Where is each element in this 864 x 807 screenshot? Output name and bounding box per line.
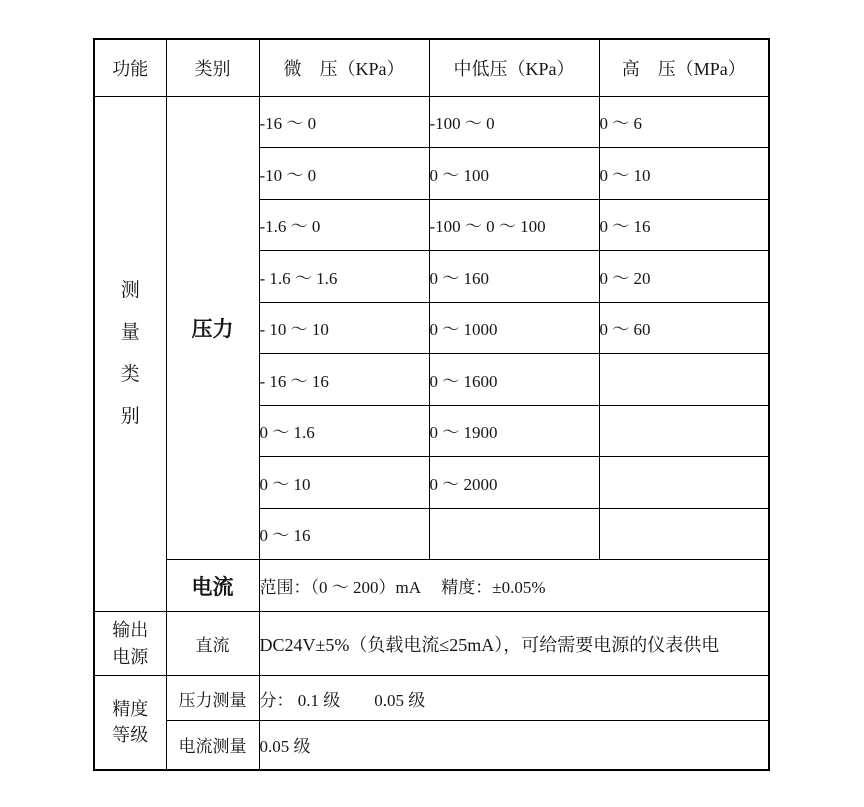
category-cell-current-measure: 电流测量 (166, 721, 259, 770)
range-cell-mid: 0 ～ 1600 (429, 354, 599, 406)
range-cell-mid: -100 ～ 0 ～ 100 (429, 199, 599, 251)
range-cell-mid: 0 ～ 1000 (429, 302, 599, 354)
range-cell-micro: 0 ～ 1.6 (259, 405, 429, 457)
range-cell-mid: 0 ～ 100 (429, 148, 599, 200)
range-cell-high: 0 ～ 20 (599, 251, 769, 303)
vertical-label-char: 类 (120, 364, 140, 386)
header-cell-function: 功能 (94, 39, 166, 96)
category-cell-pressure: 压力 (166, 96, 259, 560)
output-power-spec-cell: DC24V±5%（负载电流≤25mA），可给需要电源的仪表供电 (259, 612, 769, 676)
header-cell-category: 类别 (166, 39, 259, 96)
range-cell-micro: -16 ～ 0 (259, 96, 429, 148)
category-cell-current: 电流 (166, 560, 259, 612)
accuracy-pressure-value-cell: 分： 0.1 级 0.05 级 (259, 676, 769, 721)
accuracy-current-value-cell: 0.05 级 (259, 721, 769, 770)
output-power-row (94, 612, 769, 676)
range-cell-high: 0 ～ 60 (599, 302, 769, 354)
output-power-label-line: 输出 (112, 620, 149, 641)
group-cell-output-power (94, 612, 166, 676)
range-cell-micro: -10 ～ 0 (259, 148, 429, 200)
range-cell-micro: -1.6 ～ 0 (259, 199, 429, 251)
group-cell-accuracy (94, 676, 166, 770)
range-cell-high (599, 508, 769, 560)
pressure-row (94, 96, 769, 148)
range-cell-high (599, 354, 769, 406)
range-cell-micro: - 1.6 ～ 1.6 (259, 251, 429, 303)
current-row (94, 560, 769, 612)
range-cell-high: 0 ～ 10 (599, 148, 769, 200)
accuracy-pressure-row (94, 676, 769, 721)
category-cell-dc: 直流 (166, 612, 259, 676)
range-cell-micro: - 16 ～ 16 (259, 354, 429, 406)
range-cell-micro: 0 ～ 10 (259, 457, 429, 509)
range-cell-high: 0 ～ 16 (599, 199, 769, 251)
range-cell-micro: 0 ～ 16 (259, 508, 429, 560)
accuracy-current-row (94, 721, 769, 770)
accuracy-label-line: 精度 (112, 699, 149, 720)
measurement-category-vertical-label (95, 281, 166, 426)
category-cell-pressure-measure: 压力测量 (166, 676, 259, 721)
header-cell-mid-low-pressure: 中低压（KPa） (429, 39, 599, 96)
accuracy-label (95, 696, 166, 748)
spec-table (93, 38, 770, 771)
range-cell-mid: 0 ～ 160 (429, 251, 599, 303)
current-spec-cell: 范围：（0 ～ 200）mA 精度：±0.05% (259, 560, 769, 612)
group-cell-measurement-category (94, 96, 166, 612)
range-cell-mid: -100 ～ 0 (429, 96, 599, 148)
header-row (94, 39, 769, 96)
vertical-label-char: 测 (120, 280, 140, 302)
vertical-label-char: 量 (120, 322, 140, 344)
header-cell-micro-pressure: 微 压（KPa） (259, 39, 429, 96)
header-cell-high-pressure: 高 压（MPa） (599, 39, 769, 96)
output-power-label (95, 617, 166, 669)
range-cell-mid: 0 ～ 2000 (429, 457, 599, 509)
range-cell-high: 0 ～ 6 (599, 96, 769, 148)
accuracy-label-line: 等级 (112, 725, 149, 746)
vertical-label-char: 别 (120, 406, 140, 428)
range-cell-micro: - 10 ～ 10 (259, 302, 429, 354)
range-cell-mid: 0 ～ 1900 (429, 405, 599, 457)
range-cell-high (599, 457, 769, 509)
range-cell-mid (429, 508, 599, 560)
output-power-label-line: 电源 (112, 646, 149, 667)
range-cell-high (599, 405, 769, 457)
